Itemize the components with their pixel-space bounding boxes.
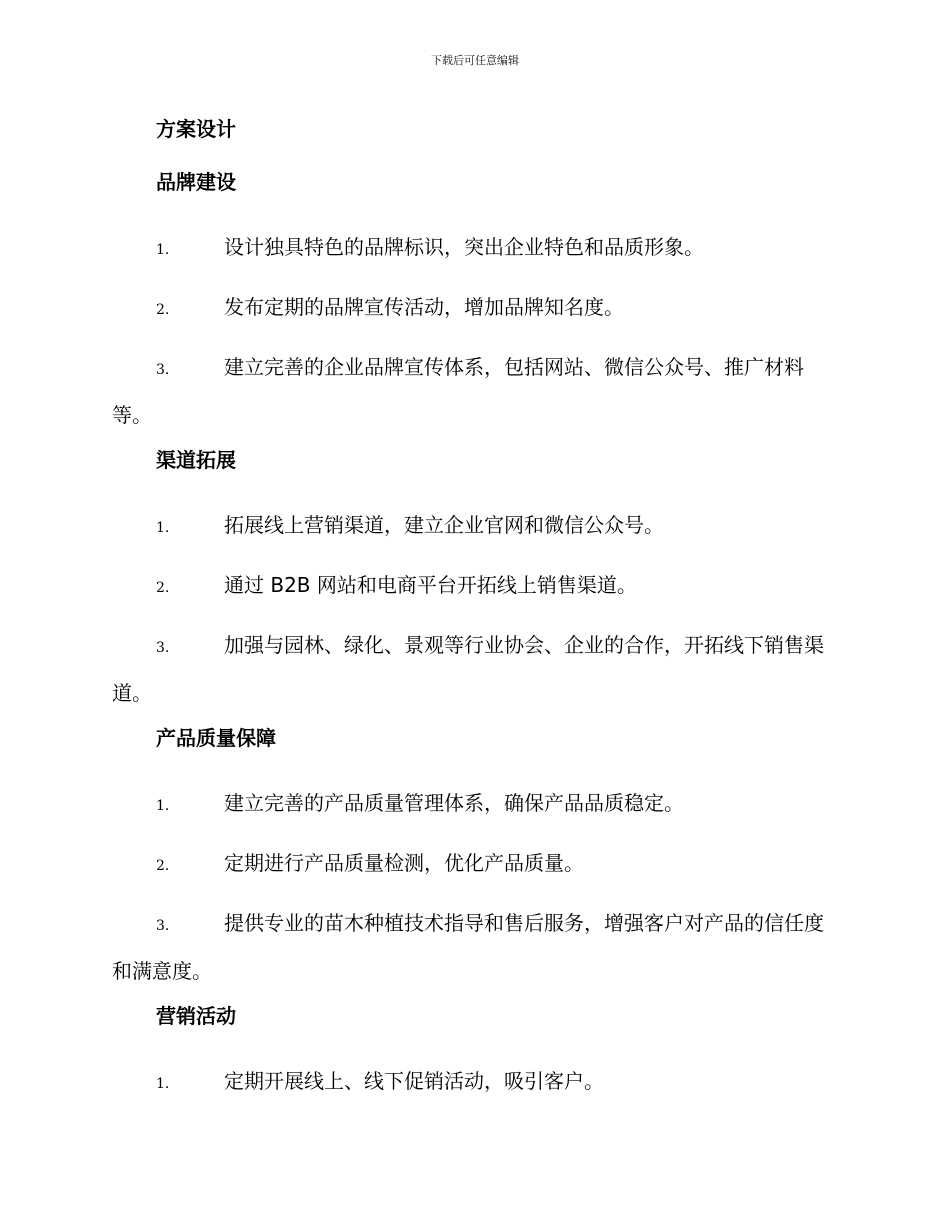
list-item bbox=[112, 781, 834, 829]
list-item-text: 发布定期的品牌宣传活动，增加品牌知名度。 bbox=[224, 295, 624, 319]
list-number: 1. bbox=[156, 520, 170, 536]
list-number: 3. bbox=[156, 918, 170, 934]
list-item bbox=[112, 563, 834, 611]
list-number: 1. bbox=[156, 242, 170, 258]
list-item-text: 提供专业的苗木种植技术指导和售后服务，增强客户对产品的信任度和满意度。 bbox=[112, 911, 824, 983]
list-item bbox=[112, 841, 834, 889]
list-number: 1. bbox=[156, 798, 170, 814]
document-body bbox=[112, 110, 834, 1107]
list-item bbox=[112, 1059, 834, 1107]
list-number: 2. bbox=[156, 580, 170, 596]
list-item bbox=[112, 503, 834, 551]
list-item-text: 定期开展线上、线下促销活动，吸引客户。 bbox=[224, 1069, 604, 1093]
list-item bbox=[112, 225, 834, 273]
list-item-text: 定期进行产品质量检测，优化产品质量。 bbox=[224, 851, 584, 875]
document-title: 方案设计 bbox=[156, 117, 236, 141]
list-item-text: 拓展线上营销渠道，建立企业官网和微信公众号。 bbox=[224, 513, 664, 537]
section-heading-channels: 渠道拓展 bbox=[156, 448, 236, 472]
list-item bbox=[112, 285, 834, 333]
list-number: 3. bbox=[156, 362, 170, 378]
list-number: 3. bbox=[156, 640, 170, 656]
list-item-text: 加强与园林、绿化、景观等行业协会、企业的合作，开拓线下销售渠道。 bbox=[112, 633, 824, 705]
section-heading-marketing: 营销活动 bbox=[156, 1004, 236, 1028]
page-header-note: 下载后可任意编辑 bbox=[431, 54, 519, 67]
list-number: 1. bbox=[156, 1076, 170, 1092]
list-item-text: 通过 B2B 网站和电商平台开拓线上销售渠道。 bbox=[224, 573, 637, 597]
list-item bbox=[112, 345, 834, 438]
list-item bbox=[112, 623, 834, 716]
list-number: 2. bbox=[156, 858, 170, 874]
list-number: 2. bbox=[156, 302, 170, 318]
section-heading-brand: 品牌建设 bbox=[156, 170, 236, 194]
section-heading-quality: 产品质量保障 bbox=[156, 726, 276, 750]
list-item-text: 设计独具特色的品牌标识，突出企业特色和品质形象。 bbox=[224, 235, 704, 259]
list-item-text: 建立完善的企业品牌宣传体系，包括网站、微信公众号、推广材料等。 bbox=[112, 355, 804, 427]
list-item-text: 建立完善的产品质量管理体系，确保产品品质稳定。 bbox=[224, 791, 684, 815]
list-item bbox=[112, 901, 834, 994]
